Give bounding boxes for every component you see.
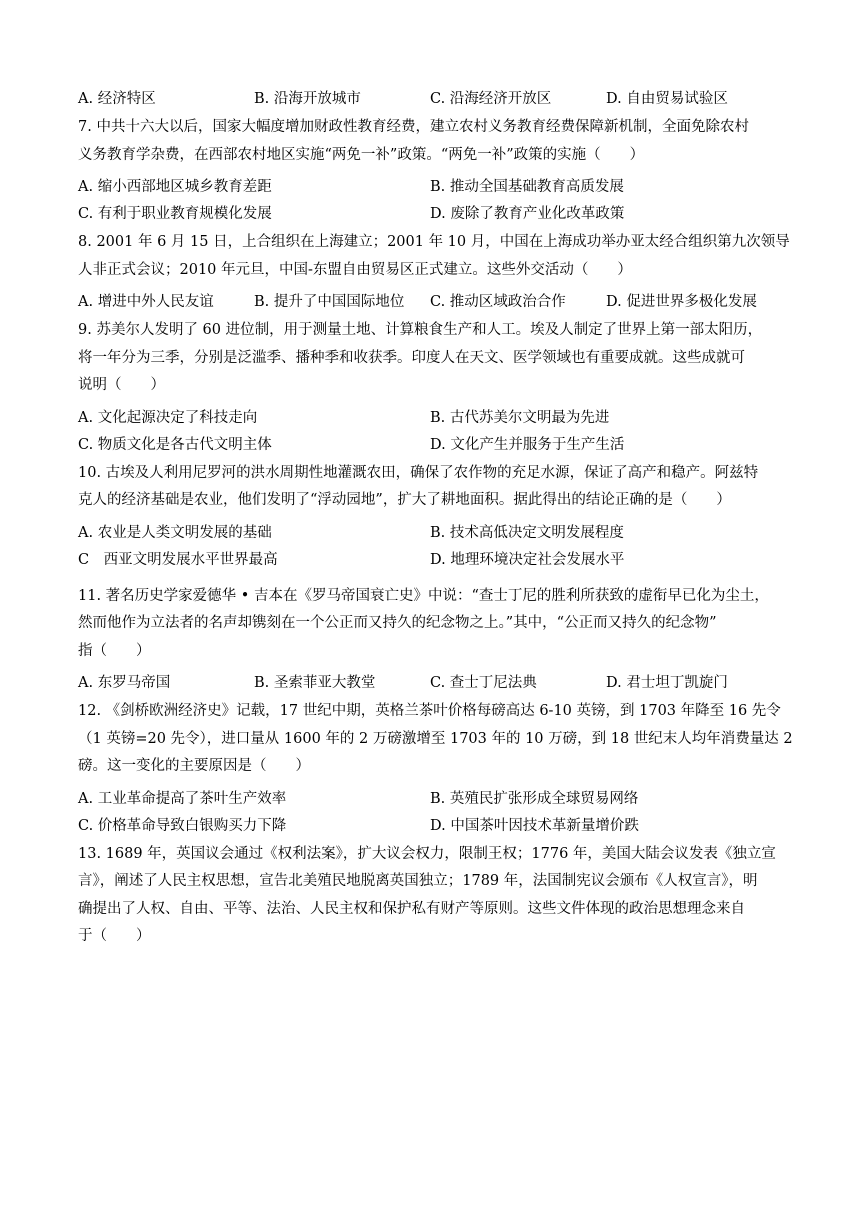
q11-option-b[interactable]: B. 圣索菲亚大教堂 (254, 675, 376, 691)
q9-option-b[interactable]: B. 古代苏美尔文明最为先进 (430, 409, 610, 426)
question-12-stem (78, 698, 808, 781)
q10-options-row-2 (78, 545, 808, 572)
q8-option-a[interactable]: A. 增进中外人民友谊 (78, 294, 214, 310)
stem-line: 11. 著名历史学家爱德华 • 吉本在《罗马帝国衰亡史》中说：“查士丁尼的胜利所获致的虚衔早已化为尘土， (78, 587, 769, 604)
stem-line: 指（ ） (78, 642, 151, 659)
stem-line: 确提出了人权、自由、平等、法治、人民主权和保护私有财产等原则。这些文件体现的政治思想理念来自 (78, 900, 745, 917)
q6-option-a[interactable]: A. 经济特区 (78, 91, 156, 107)
q9-options-row-1 (78, 403, 808, 430)
q9-options-row-2 (78, 430, 808, 457)
q7-options-row-2 (78, 199, 808, 226)
q10-option-d[interactable]: D. 地理环境决定社会发展水平 (430, 551, 625, 568)
q7-options-row-1 (78, 172, 808, 199)
stem-line: 克人的经济基础是农业，他们发明了“浮动园地”，扩大了耕地面积。据此得出的结论正确的是（ ） (78, 492, 731, 508)
stem-line: 12. 《剑桥欧洲经济史》记载，17 世纪中期，英格兰茶叶价格每磅高达 6-10 英镑，到 1703 年降至 16 先令 (78, 703, 781, 719)
q8-option-d[interactable]: D. 促进世界多极化发展 (606, 294, 757, 310)
q12-option-a[interactable]: A. 工业革命提高了茶叶生产效率 (78, 790, 287, 807)
q7-option-c[interactable]: C. 有利于职业教育规模化发展 (78, 206, 272, 222)
q7-option-a[interactable]: A. 缩小西部地区城乡教育差距 (78, 179, 272, 195)
q12-option-b[interactable]: B. 英殖民扩张形成全球贸易网络 (430, 790, 639, 807)
exam-page (78, 84, 808, 954)
stem-line: 7. 中共十六大以后，国家大幅度增加财政性教育经费，建立农村义务教育经费保障新机制，全面免除农村 (78, 119, 749, 135)
q11-option-d[interactable]: D. 君士坦丁凯旋门 (606, 675, 728, 691)
stem-line: （1 英镑=20 先令），进口量从 1600 年的 2 万磅激增至 1703 年的 10 万磅，到 18 世纪末人均年消费量达 2 (78, 730, 793, 747)
q8-option-b[interactable]: B. 提升了中国国际地位 (254, 294, 405, 310)
q12-options-row-2 (78, 811, 808, 838)
q6-options (78, 84, 808, 111)
stem-line: 将一年分为三季，分别是泛滥季、播种季和收获季。印度人在天文、医学领域也有重要成就。这些成就可 (78, 349, 745, 366)
stem-line: 言》，阐述了人民主权思想，宣告北美殖民地脱离英国独立；1789 年，法国制宪议会颁布《人权宣言》，明 (78, 873, 758, 889)
q7-option-b[interactable]: B. 推动全国基础教育高质发展 (430, 179, 624, 195)
stem-line: 义务教育学杂费，在西部农村地区实施“两免一补”政策。“两免一补”政策的实施（ ） (78, 146, 645, 163)
q11-option-c[interactable]: C. 查士丁尼法典 (430, 675, 537, 691)
q10-option-a[interactable]: A. 农业是人类文明发展的基础 (78, 524, 272, 541)
stem-line: 9. 苏美尔人发明了 60 进位制，用于测量土地、计算粮食生产和人工。埃及人制定了世界上第一部太阳历， (78, 322, 763, 338)
q6-option-b[interactable]: B. 沿海开放城市 (254, 91, 361, 107)
q9-option-d[interactable]: D. 文化产生并服务于生产生活 (430, 436, 625, 453)
question-7-stem (78, 114, 808, 169)
q12-options-row-1 (78, 784, 808, 811)
stem-line: 于（ ） (78, 928, 151, 944)
stem-line: 人非正式会议；2010 年元旦，中国-东盟自由贸易区正式建立。这些外交活动（ ） (78, 261, 632, 278)
q10-options-row-1 (78, 518, 808, 545)
question-11-stem (78, 583, 808, 666)
stem-line: 13. 1689 年，英国议会通过《权利法案》，扩大议会权力，限制王权；1776 年，美国大陆会议发表《独立宣 (78, 845, 776, 862)
q10-option-b[interactable]: B. 技术高低决定文明发展程度 (430, 524, 624, 541)
q10-option-c[interactable]: C 西亚文明发展水平世界最高 (78, 551, 278, 568)
q12-option-c[interactable]: C. 价格革命导致白银购买力下降 (78, 817, 287, 834)
question-10-stem (78, 460, 808, 515)
q9-option-c[interactable]: C. 物质文化是各古代文明主体 (78, 436, 272, 453)
q11-option-a[interactable]: A. 东罗马帝国 (78, 675, 171, 691)
stem-line: 然而他作为立法者的名声却镌刻在一个公正而又持久的纪念物之上。”其中，“公正而又持久的纪念物” (78, 615, 717, 631)
stem-line: 说明（ ） (78, 377, 165, 393)
q7-option-d[interactable]: D. 废除了教育产业化改革政策 (430, 206, 625, 222)
q8-option-c[interactable]: C. 推动区域政治合作 (430, 294, 566, 310)
question-8-stem (78, 229, 808, 284)
q6-option-c[interactable]: C. 沿海经济开放区 (430, 91, 552, 107)
q12-option-d[interactable]: D. 中国茶叶因技术革新量增价跌 (430, 817, 639, 834)
q6-option-d[interactable]: D. 自由贸易试验区 (606, 91, 728, 107)
question-13-stem (78, 841, 808, 951)
q8-options (78, 287, 808, 314)
question-9-stem (78, 317, 808, 400)
q9-option-a[interactable]: A. 文化起源决定了科技走向 (78, 409, 258, 426)
stem-line: 8. 2001 年 6 月 15 日，上合组织在上海建立；2001 年 10 月，中国在上海成功举办亚太经合组织第九次领导 (78, 234, 790, 250)
stem-line: 磅。这一变化的主要原因是（ ） (78, 758, 310, 774)
q11-options (78, 668, 808, 695)
stem-line: 10. 古埃及人利用尼罗河的洪水周期性地灌溉农田，确保了农作物的充足水源，保证了高产和稳产。阿兹特 (78, 464, 759, 481)
